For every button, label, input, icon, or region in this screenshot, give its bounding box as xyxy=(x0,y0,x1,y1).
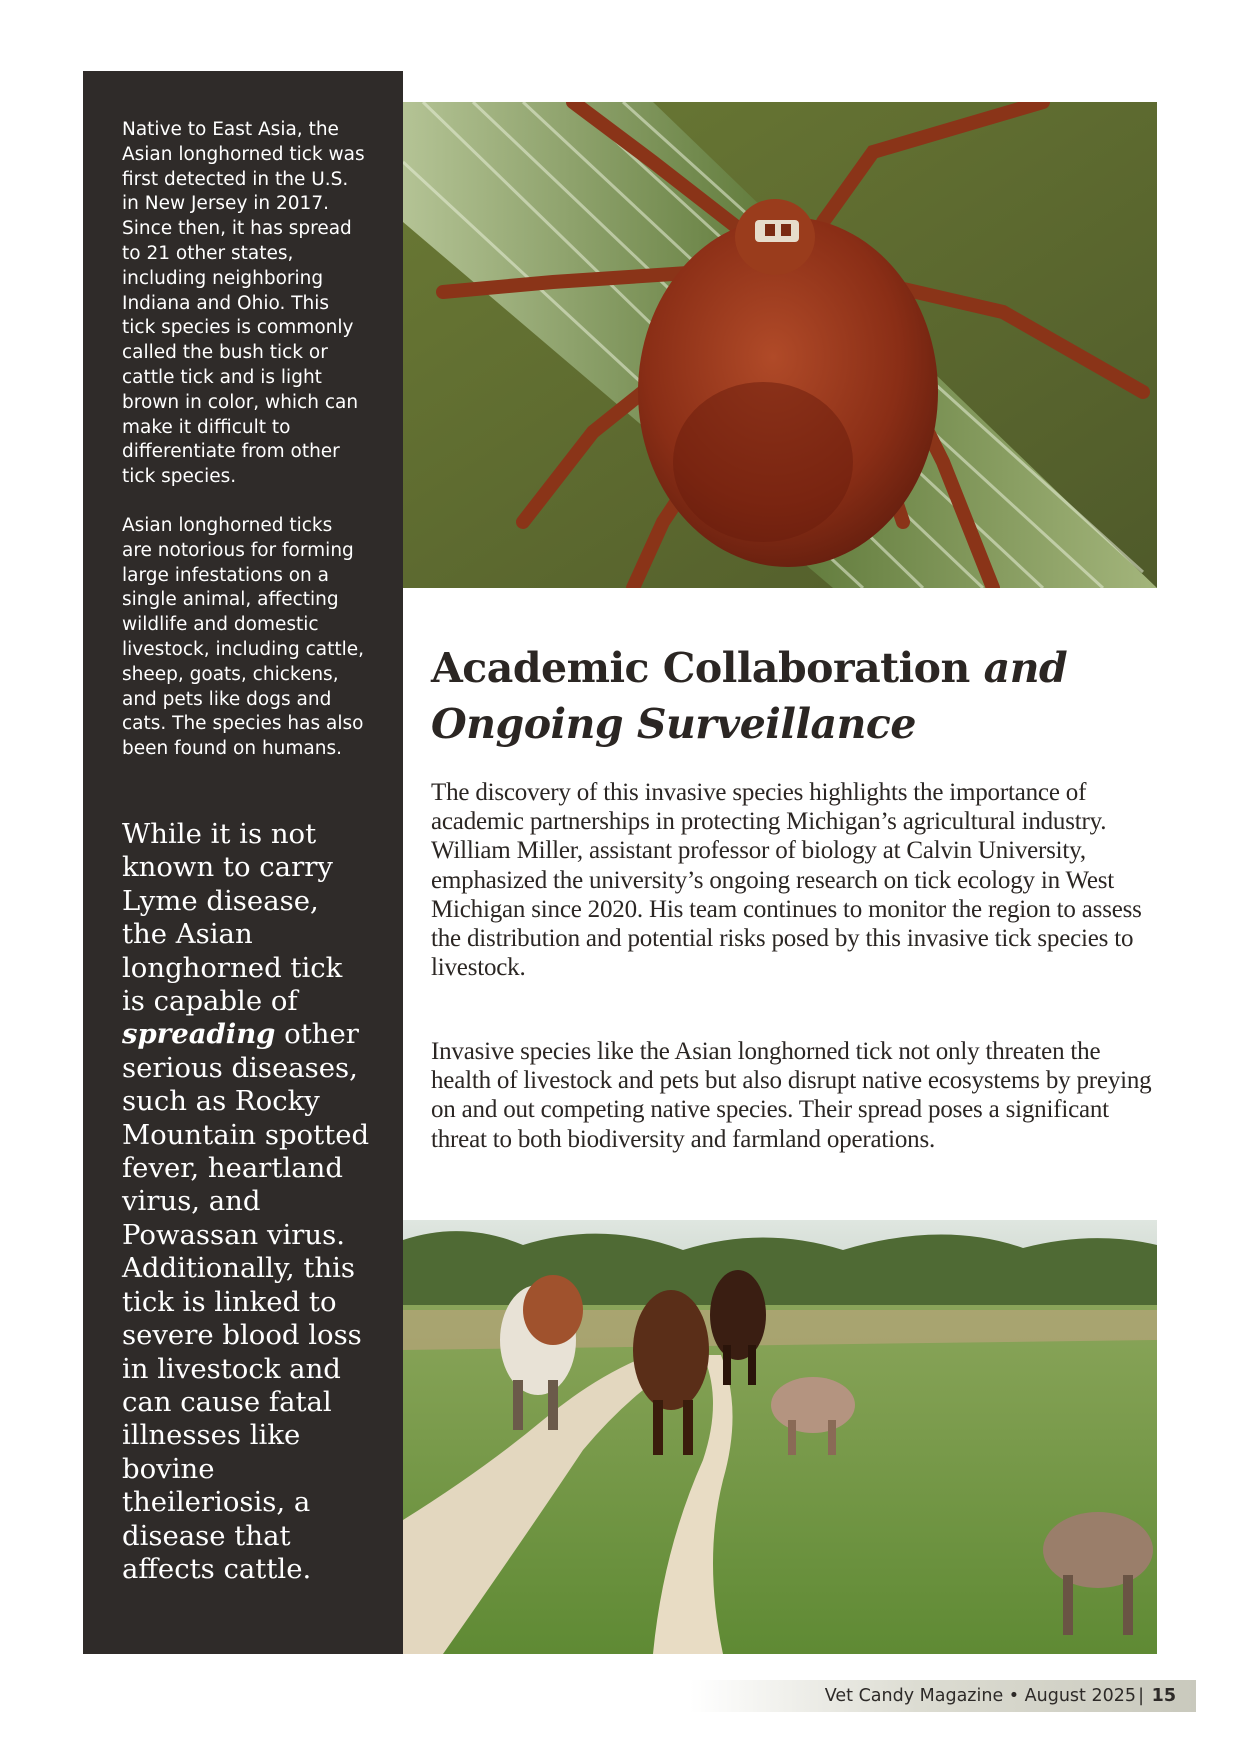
article-paragraph-2: Invasive species like the Asian longhorned tick not only threaten the health of livestock and pets but also disrupt native ecosystems by preying on and out competing native species. Their spread poses a significant threat to both biodiversity and farmland operations. xyxy=(431,1038,1152,1153)
footer-publication: Vet Candy Magazine • August 2025 xyxy=(824,1686,1136,1706)
page-number: 15 xyxy=(1151,1686,1176,1706)
article-title-part-1: Academic Collaboration xyxy=(431,644,984,692)
pull-quote-after: other serious diseases, such as Rocky Mountain spotted fever, heartland virus, and Powassan virus. Additionally, this tick is linked to severe blood loss in livestock and can cause fatal illnesses like bovine theileriosis, a disease that affects cattle. xyxy=(122,1018,370,1585)
sidebar-paragraph-1: Native to East Asia, the Asian longhorned tick was first detected in the U.S. in New Jersey in 2017. Since then, it has spread to 21 other states, including neighboring Indiana and Ohio. This tick species is commonly called the bush tick or cattle tick and is light brown in color, which can make it difficult to differentiate from other tick species. xyxy=(122,119,365,488)
footer-separator: | xyxy=(1138,1686,1144,1706)
article-paragraph-1: The discovery of this invasive species highlights the importance of academic partnerships in protecting Michigan’s agricultural industry. William Miller, assistant professor of biology at Calvin University, emphasized the university’s ongoing research on tick ecology in West Michigan since 2020. His team continues to monitor the region to assess the distribution and potential risks posed by this invasive tick species to livestock. xyxy=(431,779,1142,982)
pull-quote xyxy=(122,818,372,1586)
article-title xyxy=(431,640,1151,752)
sidebar-panel xyxy=(83,71,403,1654)
cattle-illustration xyxy=(403,1220,1157,1654)
sidebar-paragraph-2: Asian longhorned ticks are notorious for forming large infestations on a single animal, affecting wildlife and domestic livestock, including cattle, sheep, goats, chickens, and pets like dogs and cats. The species has also been found on humans. xyxy=(122,515,365,760)
cattle-photo xyxy=(403,1220,1157,1654)
article-title-part-2: and Ongoing Surveillance xyxy=(431,644,1068,748)
tick-photo xyxy=(403,102,1157,588)
pull-quote-before: While it is not known to carry Lyme disease, the Asian longhorned tick is capable of xyxy=(122,818,343,1018)
pull-quote-emphasis: spreading xyxy=(122,1018,276,1051)
tick-illustration xyxy=(403,102,1157,588)
page-footer xyxy=(690,1680,1196,1712)
